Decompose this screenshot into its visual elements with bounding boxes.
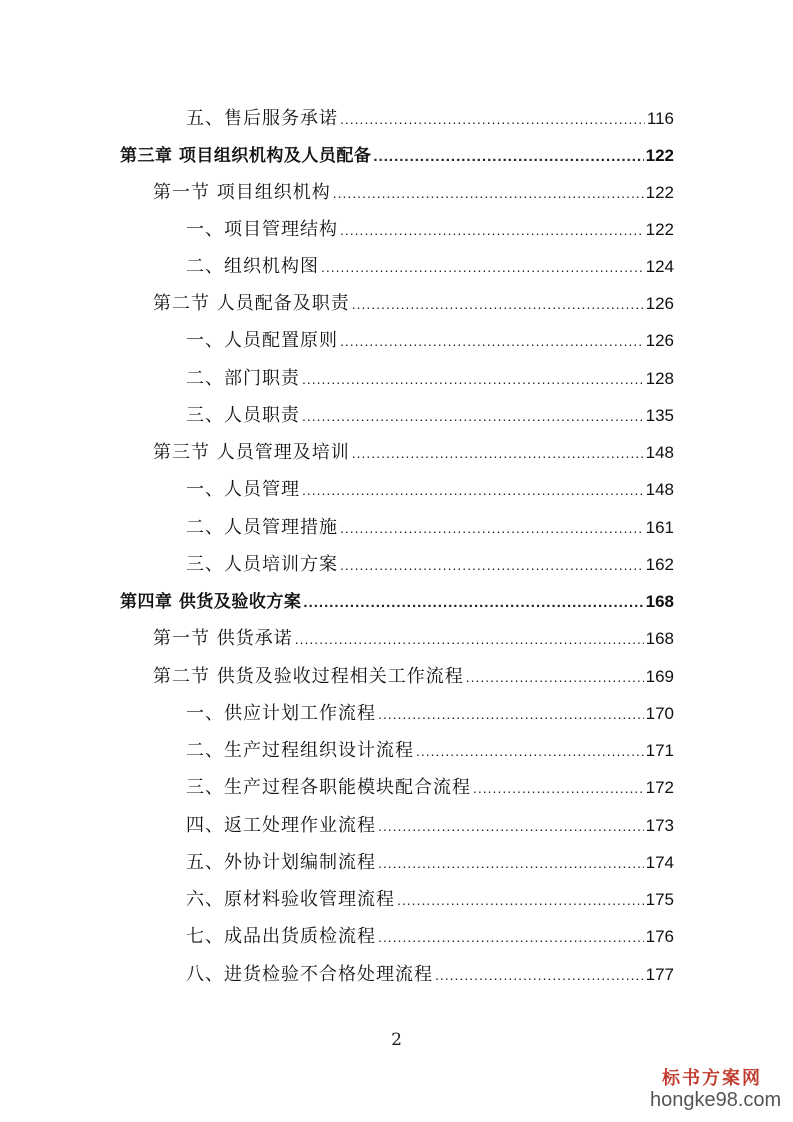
toc-entry-title: 一、人员管理	[186, 479, 300, 500]
toc-entry[interactable]	[186, 811, 674, 841]
toc-leader-dots	[295, 624, 644, 654]
toc-leader-dots	[352, 438, 644, 468]
toc-entry-page: 175	[645, 890, 674, 909]
toc-entry[interactable]	[186, 885, 674, 915]
toc-entry-title: 六、原材料验收管理流程	[186, 889, 395, 910]
toc-entry[interactable]	[186, 773, 674, 803]
toc-entry-title: 第一节 项目组织机构	[153, 182, 331, 203]
toc-entry-page: 168	[645, 592, 674, 611]
toc-entry-title: 第四章 供货及验收方案	[120, 592, 302, 612]
toc-entry-page: 128	[645, 369, 674, 388]
toc-section-entry[interactable]	[153, 662, 674, 692]
toc-entry[interactable]	[186, 922, 674, 952]
toc-entry[interactable]	[186, 550, 674, 580]
toc-entry-page: 170	[645, 704, 674, 723]
toc-leader-dots	[373, 142, 643, 172]
toc-entry-title: 四、返工处理作业流程	[186, 815, 376, 836]
toc-entry[interactable]	[186, 736, 674, 766]
toc-entry-page: 124	[645, 257, 674, 276]
toc-entry-title: 第二节 供货及验收过程相关工作流程	[153, 666, 464, 687]
toc-leader-dots	[302, 401, 644, 431]
toc-entry-title: 一、项目管理结构	[186, 219, 338, 240]
toc-entry[interactable]	[186, 513, 674, 543]
toc-entry-page: 172	[645, 778, 674, 797]
toc-section-entry[interactable]	[153, 178, 674, 208]
toc-entry-title: 八、进货检验不合格处理流程	[186, 964, 433, 985]
toc-entry-title: 三、生产过程各职能模块配合流程	[186, 777, 471, 798]
toc-chapter-entry[interactable]	[120, 587, 674, 617]
toc-entry-page: 169	[645, 667, 674, 686]
toc-leader-dots	[397, 885, 644, 915]
toc-entry-title: 三、人员职责	[186, 405, 300, 426]
toc-leader-dots	[435, 960, 644, 990]
toc-entry-page: 116	[646, 109, 674, 128]
page-number: 2	[391, 1030, 402, 1050]
toc-entry-page: 135	[645, 406, 674, 425]
watermark-title: 标书方案网	[662, 1068, 762, 1089]
toc-leader-dots	[340, 215, 644, 245]
toc-entry-title: 五、外协计划编制流程	[186, 852, 376, 873]
toc-entry-title: 七、成品出货质检流程	[186, 926, 376, 947]
toc-leader-dots	[340, 104, 645, 134]
toc-entry-page: 162	[645, 555, 674, 574]
toc-entry-title: 二、组织机构图	[186, 256, 319, 277]
toc-leader-dots	[340, 513, 644, 543]
toc-leader-dots	[352, 289, 644, 319]
toc-entry[interactable]	[186, 252, 674, 282]
toc-entry-page: 126	[645, 331, 674, 350]
toc-entry-page: 168	[645, 629, 674, 648]
toc-entry-page: 122	[645, 220, 674, 239]
toc-entry-title: 五、售后服务承诺	[186, 108, 338, 129]
toc-leader-dots	[302, 364, 644, 394]
toc-entry[interactable]	[186, 475, 674, 505]
toc-leader-dots	[378, 848, 644, 878]
toc-entry-page: 148	[645, 480, 674, 499]
toc-entry-page: 161	[645, 518, 674, 537]
toc-entry-title: 二、人员管理措施	[186, 517, 338, 538]
toc-entry-title: 二、部门职责	[186, 368, 300, 389]
toc-leader-dots	[416, 736, 644, 766]
watermark-url: hongke98.com	[650, 1089, 782, 1111]
toc-entry[interactable]	[186, 960, 674, 990]
toc-entry[interactable]	[186, 104, 674, 134]
toc-chapter-entry[interactable]	[120, 141, 674, 171]
toc-leader-dots	[466, 662, 644, 692]
toc-entry[interactable]	[186, 364, 674, 394]
toc-entry-page: 174	[645, 853, 674, 872]
toc-entry-title: 三、人员培训方案	[186, 554, 338, 575]
toc-leader-dots	[378, 699, 644, 729]
toc-entry-page: 176	[645, 927, 674, 946]
toc-leader-dots	[378, 922, 644, 952]
toc-entry-title: 一、人员配置原则	[186, 330, 338, 351]
toc-leader-dots	[340, 326, 644, 356]
toc-leader-dots	[302, 475, 644, 505]
toc-entry-page: 173	[645, 816, 674, 835]
toc-entry[interactable]	[186, 326, 674, 356]
toc-entry-page: 122	[645, 146, 674, 165]
toc-entry-title: 一、供应计划工作流程	[186, 703, 376, 724]
toc-leader-dots	[378, 811, 644, 841]
toc-entry-title: 第二节 人员配备及职责	[153, 293, 350, 314]
toc-leader-dots	[321, 252, 644, 282]
toc-entry-title: 第三节 人员管理及培训	[153, 442, 350, 463]
toc-entry-page: 177	[645, 965, 674, 984]
toc-section-entry[interactable]	[153, 438, 674, 468]
toc-entry[interactable]	[186, 699, 674, 729]
toc-entry-page: 171	[645, 741, 674, 760]
toc-entry-title: 第一节 供货承诺	[153, 628, 293, 649]
toc-section-entry[interactable]	[153, 289, 674, 319]
toc-leader-dots	[303, 588, 643, 618]
toc-entry-title: 第三章 项目组织机构及人员配备	[120, 146, 372, 166]
toc-entry-title: 二、生产过程组织设计流程	[186, 740, 414, 761]
toc-entry-page: 126	[645, 294, 674, 313]
toc-leader-dots	[340, 550, 644, 580]
toc-section-entry[interactable]	[153, 624, 674, 654]
toc-leader-dots	[333, 178, 644, 208]
toc-leader-dots	[473, 773, 644, 803]
toc-entry[interactable]	[186, 401, 674, 431]
toc-entry-page: 122	[645, 183, 674, 202]
toc-entry[interactable]	[186, 215, 674, 245]
toc-entry[interactable]	[186, 848, 674, 878]
toc-entry-page: 148	[645, 443, 674, 462]
